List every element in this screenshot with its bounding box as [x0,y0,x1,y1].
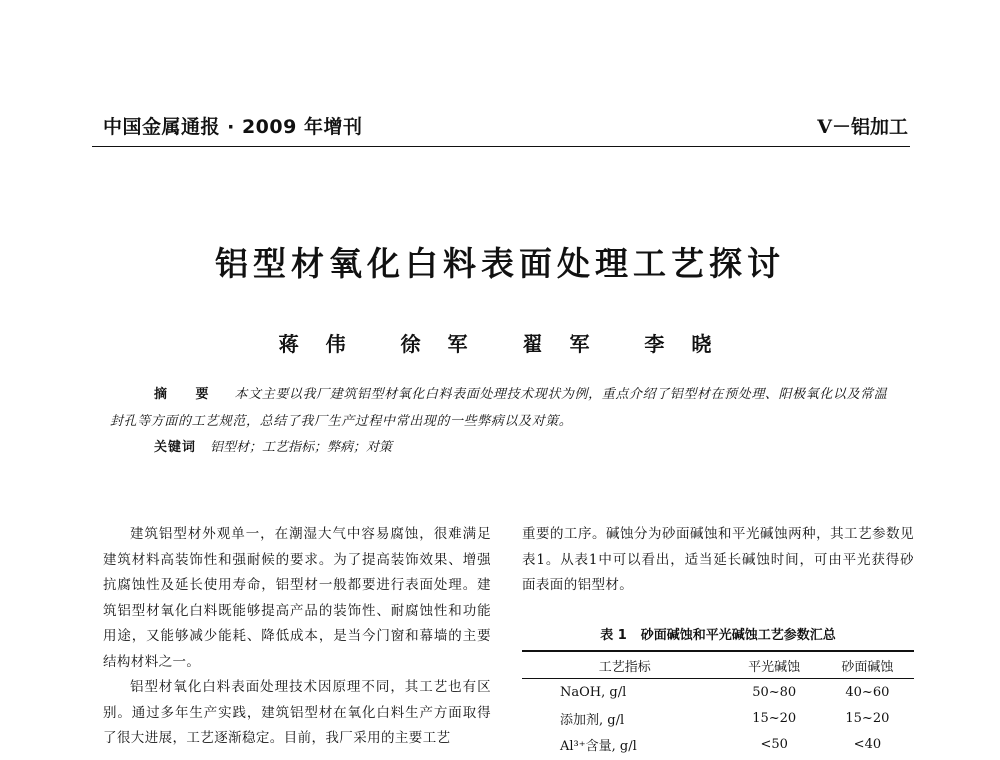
author-name: 蒋 伟 [278,332,356,356]
table-cell: NaOH, g/l [560,684,627,700]
keywords-label: 关键词 [154,440,197,455]
table-header-row [522,651,914,679]
table-cell: 15~20 [845,710,890,726]
abstract-label: 摘 要 [154,387,221,402]
table-cell: 15~20 [752,710,797,726]
table-row [522,731,914,757]
body-paragraph: 重要的工序。碱蚀分为砂面碱蚀和平光碱蚀两种，其工艺参数见表1。从表1中可以看出，适当延长碱蚀时间，可由平光获得砂面表面的铝型材。 [522,526,914,593]
header-rule [92,146,910,147]
table-title: 砂面碱蚀和平光碱蚀工艺参数汇总 [640,628,836,643]
table-cell: 40~60 [845,684,890,700]
journal-header: 中国金属通报 · 2009 年增刊 [103,116,363,138]
parameter-table [522,650,914,757]
body-paragraph: 建筑铝型材外观单一，在潮湿大气中容易腐蚀，很难满足建筑材料高装饰性和强耐候的要求。为了提高装饰效果、增强抗腐蚀性及延长使用寿命，铝型材一般都要进行表面处理。建筑铝型材氧化白料既能够提高产品的装饰性、耐腐蚀性和功能用途，又能够减少能耗、降低成本，是当今门窗和幕墙的主要结构材料之一。 [103,526,491,670]
author-name: 徐 军 [400,332,478,356]
author-list [0,328,1000,357]
article-title: 铝型材氧化白料表面处理工艺探讨 [215,244,785,283]
body-paragraph: 铝型材氧化白料表面处理技术因原理不同，其工艺也有区别。通过多年生产实践，建筑铝型材在氧化白料生产方面取得了很大进展，工艺逐渐稳定。目前，我厂采用的主要工艺 [103,679,491,746]
table-row [522,679,914,706]
author-name: 李 晓 [644,332,722,356]
right-column [522,522,914,599]
left-column [103,522,491,752]
abstract [110,381,900,435]
table-header-cell: 砂面碱蚀 [821,651,914,679]
keywords [154,436,392,455]
keywords-text: 铝型材；工艺指标；弊病；对策 [210,440,393,455]
author-name: 翟 军 [522,332,600,356]
table-header-cell: 工艺指标 [522,651,728,679]
table-caption [522,624,914,643]
section-header: V－铝加工 [817,116,908,138]
table-cell: <50 [760,736,788,752]
table-cell: 50~80 [752,684,797,700]
table-cell: Al³⁺含量, g/l [560,738,637,754]
table-cell: <40 [853,736,882,752]
abstract-text: 本文主要以我厂建筑铝型材氧化白料表面处理技术现状为例，重点介绍了铝型材在预处理、阳极氧化以及常温封孔等方面的工艺规范，总结了我厂生产过程中常出现的一些弊病以及对策。 [110,387,888,429]
table-row [522,705,914,731]
table-cell: 添加剂, g/l [560,712,625,728]
table-header-cell: 平光碱蚀 [728,651,821,679]
table-number: 表 1 [600,628,627,643]
